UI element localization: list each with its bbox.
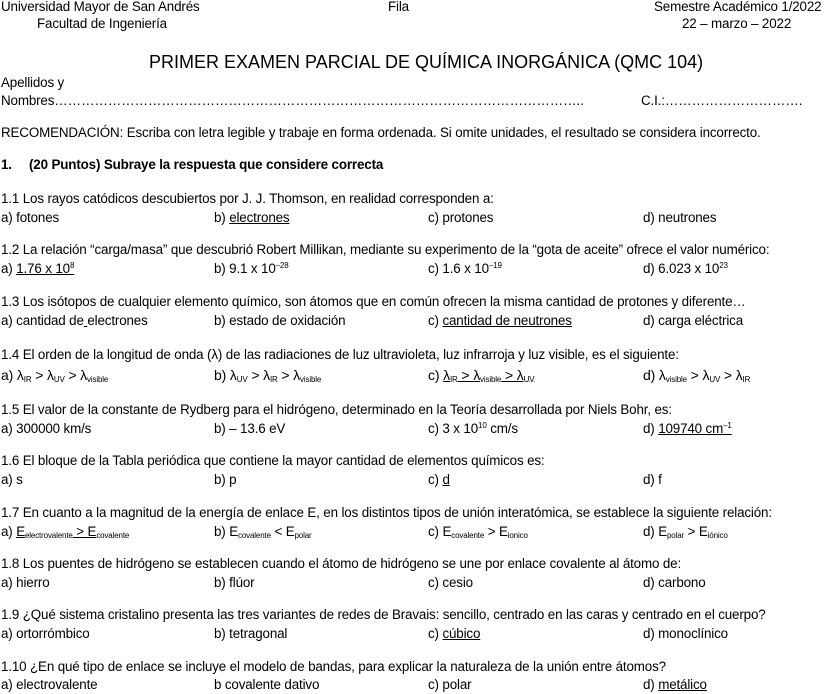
university-name: Universidad Mayor de San Andrés <box>1 0 200 14</box>
q1-10-option-b: b covalente dativo <box>214 677 320 692</box>
row-label: Fila <box>388 0 409 14</box>
q1-2-answer: 1.76 x $10^8$ <box>16 261 75 276</box>
q1-1-option-c: c) protones <box>428 210 494 225</box>
q1-3-option-c: c) cantidad de neutrones <box>428 313 572 328</box>
q1-7-option-b: b) $E_{covalente} < E_{polar}$ <box>214 524 312 540</box>
q1-7-option-d: d) $E_{polar} > E_{iónico}$ <box>643 524 728 540</box>
q1-10-option-c: c) polar <box>428 677 472 692</box>
q1-2-option-a: a) 1.76 x $10^8$ <box>1 261 75 276</box>
q1-4-option-b: b) $\lambda_{UV} > \lambda_{IR} > \lambda_{visible}$ <box>214 367 322 384</box>
q1-9-answer: cúbico <box>442 626 481 641</box>
q1-8-option-a: a) hierro <box>1 575 50 590</box>
q1-6-option-d: d) f <box>643 472 662 487</box>
recommendation-text: RECOMENDACIÓN: Escriba con letra legible y trabaje en forma ordenada. Si omite unidades, el resultado se considera incorrecto. <box>1 125 761 140</box>
q1-7-option-c: c) $E_{covalente} > E_{ionico}$ <box>428 524 528 540</box>
question-1-9: 1.9 ¿Qué sistema cristalino presenta las tres variantes de redes de Bravais: sencillo, centrado en las caras y centrado en el cuerpo? <box>1 607 766 622</box>
exam-date: 22 – marzo – 2022 <box>682 16 792 31</box>
surnames-label: Apellidos y <box>1 75 65 90</box>
q1-1-option-a: a) fotones <box>1 210 60 225</box>
q1-4-option-a: a) $\lambda_{IR} > \lambda_{UV} > \lambda_{visible}$ <box>1 367 109 384</box>
question-1-2: 1.2 La relación “carga/masa” que descubrió Robert Millikan, mediante su experimento de la “gota de aceite” ofrece el valor numérico: <box>1 242 770 257</box>
question-1-6: 1.6 El bloque de la Tabla periódica que contiene la mayor cantidad de elementos químicos es: <box>1 453 545 468</box>
ci-line <box>641 93 802 109</box>
faculty-name: Facultad de Ingeniería <box>37 16 167 31</box>
exam-title: PRIMER EXAMEN PARCIAL DE QUÍMICA INORGÁNICA (QMC 104) <box>149 52 704 72</box>
section-instruction: (20 Puntos) Subraye la respuesta que considere correcta <box>29 157 384 172</box>
q1-4-answer: $\lambda_{IR} > \lambda_{visible} > \lambda_{UV}$ <box>443 367 535 384</box>
q1-6-option-c: c) d <box>428 472 450 487</box>
q1-2-option-c: c) 1.6 x $10^{-19}$ <box>428 261 502 276</box>
q1-9-option-b: b) tetragonal <box>214 626 288 641</box>
q1-5-option-b: b) – 13.6 eV <box>214 421 286 436</box>
question-1-8: 1.8 Los puentes de hidrógeno se establecen cuando el átomo de hidrógeno se une por enlace covalente al átomo de: <box>1 556 682 571</box>
q1-1-option-d: d) neutrones <box>643 210 717 225</box>
q1-4-option-d: d) $\lambda_{visible} > \lambda_{UV} > \lambda_{IR}$ <box>643 367 751 384</box>
section-number: 1. <box>1 157 12 172</box>
q1-9-option-d: d) monoclínico <box>643 626 728 641</box>
question-1-7: 1.7 En cuanto a la magnitud de la energía de enlace E, en los distintos tipos de unión interatómica, se establece la siguiente relación: <box>1 505 772 520</box>
semester-label: Semestre Académico 1/2022 <box>654 0 822 14</box>
q1-10-option-a: a) electrovalente <box>1 677 98 692</box>
ci-dots: …………………………. <box>664 93 803 108</box>
question-1-3: 1.3 Los isótopos de cualquier elemento químico, son átomos que en común ofrecen la misma cantidad de protones y diferente… <box>1 294 746 309</box>
q1-1-option-b: b) electrones <box>214 210 290 225</box>
q1-10-option-d: d) metálico <box>643 677 707 692</box>
q1-6-option-a: a) s <box>1 472 23 487</box>
q1-6-answer: d <box>442 472 450 487</box>
q1-3-option-a: a) cantidad de electrones <box>1 313 148 328</box>
question-1-10: 1.10 ¿En qué tipo de enlace se incluye el modelo de bandas, para explicar la naturaleza de la unión entre átomos? <box>1 659 666 674</box>
q1-8-option-b: b) flúor <box>214 575 255 590</box>
question-1-5: 1.5 El valor de la constante de Rydberg para el hidrógeno, determinado en la Teoría desarrollada por Niels Bohr, es: <box>1 402 672 417</box>
q1-5-option-d: d) 109740 $cm^{-1}$ <box>643 421 732 436</box>
q1-3-option-d: d) carga eléctrica <box>643 313 744 328</box>
names-line <box>1 93 584 109</box>
q1-8-option-d: d) carbono <box>643 575 706 590</box>
q1-10-answer: metálico <box>658 677 707 692</box>
names-dots: ……………………………………………………………………………………………………….. <box>54 93 584 108</box>
question-1-1: 1.1 Los rayos catódicos descubiertos por J. J. Thomson, en realidad corresponden a: <box>1 191 494 206</box>
ci-label: C.I.: <box>641 93 665 108</box>
q1-4-option-c: c) $\lambda_{IR} > \lambda_{visible} > \lambda_{UV}$ <box>428 367 535 384</box>
q1-3-answer: cantidad de neutrones <box>442 313 572 328</box>
q1-9-option-c: c) cúbico <box>428 626 481 641</box>
q1-7-option-a: a) $E_{electrovalente} > E_{covalente}$ <box>1 524 130 540</box>
question-1-4: 1.4 El orden de la longitud de onda (λ) de las radiaciones de luz ultravioleta, luz infrarroja y luz visible, es el siguiente: <box>1 347 679 362</box>
q1-7-answer: $E_{electrovalente} > E_{covalente}$ <box>16 524 130 540</box>
q1-1-answer: electrones <box>229 210 290 225</box>
q1-5-option-c: c) 3 x $10^{10}$ cm/s <box>428 421 518 436</box>
q1-6-option-b: b) p <box>214 472 237 487</box>
names-label: Nombres <box>1 93 55 108</box>
q1-2-option-d: d) 6.023 x $10^{23}$ <box>643 261 728 276</box>
q1-5-answer: 109740 $cm^{-1}$ <box>658 421 732 436</box>
q1-8-option-c: c) cesio <box>428 575 473 590</box>
q1-2-option-b: b) 9.1 x $10^{-28}$ <box>214 261 289 276</box>
q1-9-option-a: a) ortorrómbico <box>1 626 90 641</box>
q1-3-option-b: b) estado de oxidación <box>214 313 346 328</box>
q1-5-option-a: a) 300000 km/s <box>1 421 92 436</box>
